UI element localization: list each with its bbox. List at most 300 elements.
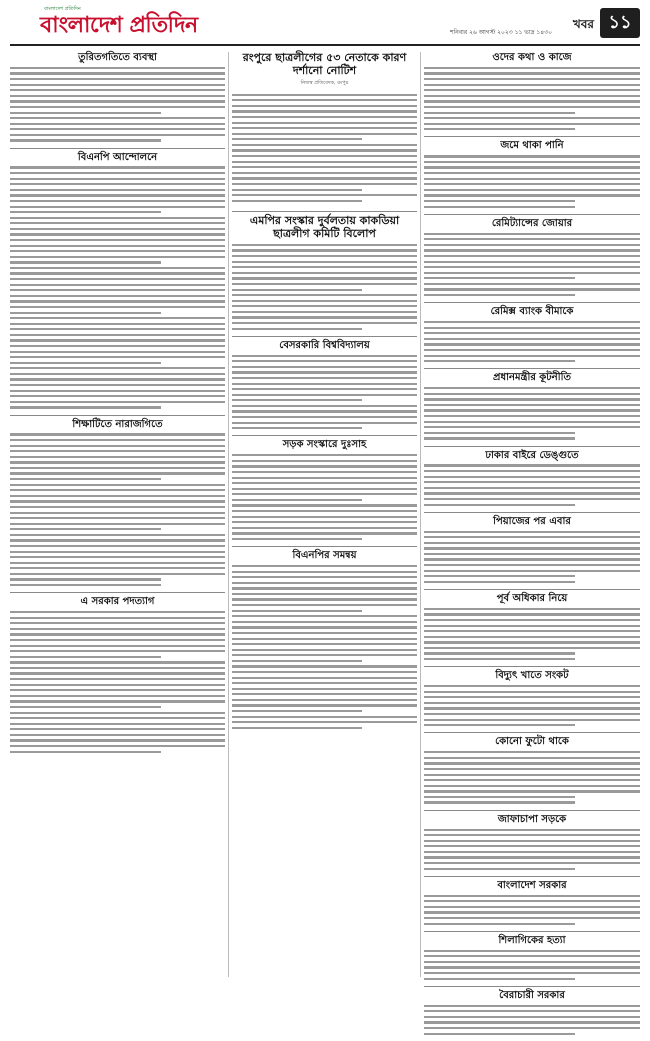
text-line — [232, 277, 417, 279]
text-line — [232, 94, 417, 96]
text-line — [10, 528, 161, 530]
text-line — [10, 728, 225, 730]
text-line — [10, 261, 161, 263]
text-line — [232, 693, 417, 695]
date-line: শনিবার ২৬ আগস্ট ২০২৩ ১১ ভাদ্র ১৪৩০ — [449, 29, 552, 36]
text-line — [10, 200, 225, 202]
article-body — [424, 531, 640, 583]
text-line — [424, 288, 640, 290]
text-line — [10, 551, 225, 553]
text-line — [424, 950, 640, 952]
text-line — [424, 100, 640, 102]
article-body — [424, 608, 640, 660]
text-line — [424, 613, 640, 615]
text-line — [232, 394, 417, 396]
text-line — [10, 267, 225, 269]
text-line — [10, 556, 225, 558]
text-line — [10, 489, 225, 491]
text-line — [424, 895, 640, 897]
text-line — [10, 233, 225, 235]
text-line — [10, 284, 225, 286]
text-line — [424, 244, 640, 246]
text-line — [10, 89, 225, 91]
article-body — [232, 355, 417, 430]
text-line — [232, 721, 417, 723]
text-line — [424, 647, 640, 649]
text-line — [232, 482, 417, 484]
text-line — [424, 277, 575, 279]
text-line — [424, 266, 640, 268]
text-line — [10, 661, 225, 663]
text-line — [10, 306, 225, 308]
text-line — [232, 626, 417, 628]
text-line — [10, 706, 161, 708]
headline: ওদের কথা ও কাজে — [492, 52, 572, 63]
text-line — [232, 488, 417, 490]
text-line — [424, 261, 640, 263]
text-line — [424, 713, 640, 715]
text-line — [10, 745, 225, 747]
text-line — [424, 575, 575, 577]
text-line — [424, 117, 640, 119]
text-line — [424, 194, 640, 196]
text-line — [10, 373, 225, 375]
text-line — [424, 78, 640, 80]
text-line — [232, 105, 417, 107]
text-line — [232, 638, 417, 640]
text-line — [10, 72, 225, 74]
text-line — [232, 155, 417, 157]
text-line — [424, 249, 640, 251]
text-line — [424, 790, 640, 792]
text-line — [424, 360, 575, 362]
text-line — [10, 584, 161, 586]
text-line — [10, 211, 161, 213]
text-line — [10, 345, 225, 347]
text-line — [10, 512, 225, 514]
article-body — [424, 950, 640, 980]
text-line — [232, 422, 417, 424]
article — [232, 52, 417, 205]
text-line — [10, 562, 225, 564]
text-line — [424, 917, 640, 919]
text-line — [232, 99, 417, 101]
text-line — [424, 1005, 640, 1007]
article-body — [424, 685, 640, 726]
text-line — [424, 128, 575, 130]
text-line — [10, 300, 225, 302]
text-line — [10, 323, 225, 325]
text-line — [10, 112, 161, 114]
text-line — [10, 656, 161, 658]
column-divider — [228, 52, 229, 977]
article-body — [10, 433, 225, 586]
text-line — [232, 510, 417, 512]
text-line — [424, 481, 640, 483]
text-line — [10, 178, 225, 180]
text-line — [232, 727, 362, 729]
text-line — [10, 672, 225, 674]
text-line — [232, 660, 362, 662]
text-line — [424, 421, 640, 423]
text-line — [424, 72, 640, 74]
article — [424, 931, 640, 980]
text-line — [10, 700, 225, 702]
text-line — [10, 478, 161, 480]
text-line — [10, 461, 225, 463]
text-line — [10, 84, 225, 86]
text-line — [424, 504, 575, 506]
headline: পিয়াজের পর এবার — [493, 515, 571, 527]
text-line — [10, 650, 225, 652]
text-line — [232, 322, 417, 324]
text-line — [424, 470, 640, 472]
text-line — [424, 1033, 575, 1035]
text-line — [424, 906, 640, 908]
article-body — [424, 387, 640, 439]
text-line — [232, 261, 417, 263]
section-name: খবর — [572, 17, 594, 31]
logo-tagline: বাংলাদেশ প্রতিদিন — [44, 6, 81, 12]
text-line — [10, 667, 225, 669]
text-line — [10, 106, 225, 108]
article-body — [10, 67, 225, 142]
text-line — [10, 723, 225, 725]
text-line — [424, 476, 640, 478]
text-line — [424, 978, 575, 980]
text-line — [232, 122, 417, 124]
text-line — [10, 734, 225, 736]
text-line — [232, 499, 362, 501]
text-line — [10, 611, 225, 613]
article — [424, 136, 640, 207]
text-line — [10, 506, 225, 508]
text-line — [10, 367, 225, 369]
text-line — [10, 206, 225, 208]
text-line — [424, 719, 640, 721]
text-line — [424, 123, 640, 125]
text-line — [424, 564, 640, 566]
text-line — [424, 84, 640, 86]
text-line — [232, 289, 362, 291]
article — [232, 211, 417, 330]
text-line — [232, 704, 417, 706]
article — [424, 302, 640, 362]
text-line — [10, 539, 225, 541]
text-line — [232, 649, 417, 651]
article — [10, 52, 225, 142]
text-line — [232, 710, 362, 712]
text-line — [10, 217, 225, 219]
article-body — [424, 464, 640, 505]
text-line — [424, 608, 640, 610]
article — [424, 810, 640, 870]
article-body — [232, 454, 417, 540]
text-line — [232, 360, 417, 362]
article-body — [424, 155, 640, 207]
text-line — [424, 238, 640, 240]
text-line — [232, 283, 417, 285]
text-line — [10, 289, 225, 291]
text-line — [232, 427, 362, 429]
text-line — [232, 565, 417, 567]
text-line — [424, 547, 640, 549]
text-line — [232, 127, 417, 129]
headline: রেমিক্স ব্যাংক বীমাকে — [490, 306, 574, 318]
text-line — [424, 155, 640, 157]
headline: পূর্ব অধিকার নিয়ে — [496, 592, 568, 604]
text-line — [424, 183, 640, 185]
article — [424, 732, 640, 803]
text-line — [10, 166, 225, 168]
text-line — [424, 972, 640, 974]
text-line — [10, 390, 225, 392]
text-line — [424, 415, 640, 417]
headline: প্রধানমন্ত্রীর কূটনীতি — [493, 372, 571, 384]
text-line — [10, 256, 225, 258]
text-line — [10, 712, 225, 714]
text-line — [10, 378, 225, 380]
text-line — [424, 166, 640, 168]
text-line — [10, 401, 225, 403]
text-line — [232, 571, 417, 573]
text-line — [10, 717, 225, 719]
headline: ঢাকার বাইরে ডেঙ্গুতে — [485, 449, 579, 461]
text-line — [232, 527, 417, 529]
text-line — [10, 517, 225, 519]
text-line — [424, 641, 640, 643]
text-line — [10, 245, 225, 247]
text-line — [424, 437, 575, 439]
text-line — [10, 484, 225, 486]
text-line — [424, 349, 640, 351]
headline: বৈরাচারী সরকার — [499, 989, 565, 1001]
column-1 — [10, 52, 225, 759]
headline: বিএনপি আন্দোলনে — [77, 151, 158, 163]
text-line — [10, 534, 225, 536]
text-line — [10, 139, 161, 141]
masthead — [10, 8, 640, 44]
text-line — [424, 464, 640, 466]
text-line — [232, 593, 417, 595]
text-line — [232, 516, 417, 518]
text-line — [232, 255, 417, 257]
text-line — [10, 689, 225, 691]
text-line — [10, 695, 225, 697]
text-line — [10, 523, 225, 525]
text-line — [424, 161, 640, 163]
text-line — [424, 862, 640, 864]
text-line — [10, 362, 161, 364]
text-line — [232, 399, 362, 401]
text-line — [10, 194, 225, 196]
text-line — [232, 682, 417, 684]
headline: রংপুরে ছাত্রলীগের ৫৩ নেতাকে কারণ দর্শানো নোটিশ — [242, 51, 407, 77]
article — [10, 148, 225, 409]
article — [424, 876, 640, 925]
text-line — [424, 707, 640, 709]
article-body — [10, 611, 225, 753]
headline: বেসরকারি বিশ্ববিদ্যালয় — [279, 339, 370, 351]
text-line — [424, 581, 575, 583]
text-line — [424, 829, 640, 831]
text-line — [232, 166, 417, 168]
text-line — [424, 426, 640, 428]
text-line — [424, 542, 640, 544]
text-line — [424, 498, 640, 500]
article — [10, 592, 225, 753]
text-line — [10, 239, 225, 241]
article-body — [424, 321, 640, 362]
text-line — [10, 328, 225, 330]
newspaper-logo: বাংলাদেশ প্রতিদিন — [40, 12, 198, 38]
text-line — [424, 856, 640, 858]
text-line — [10, 78, 225, 80]
text-line — [424, 685, 640, 687]
text-line — [424, 691, 640, 693]
headline: বাংলাদেশ সরকার — [497, 879, 567, 891]
text-line — [232, 699, 417, 701]
text-line — [424, 619, 640, 621]
text-line — [424, 553, 640, 555]
text-line — [424, 774, 640, 776]
text-line — [424, 751, 640, 753]
text-line — [232, 643, 417, 645]
text-line — [232, 272, 417, 274]
text-line — [424, 355, 640, 357]
text-line — [232, 416, 417, 418]
text-line — [424, 966, 640, 968]
text-line — [10, 567, 225, 569]
text-line — [424, 206, 575, 208]
text-line — [424, 189, 640, 191]
article — [424, 666, 640, 726]
text-line — [424, 536, 640, 538]
headline: রেমিট্যান্সের জোয়ার — [491, 217, 573, 229]
text-line — [10, 751, 161, 753]
masthead-rule — [10, 44, 640, 46]
text-line — [10, 467, 225, 469]
text-line — [10, 123, 225, 125]
text-line — [10, 406, 161, 408]
text-line — [232, 521, 417, 523]
text-line — [10, 100, 225, 102]
text-line — [424, 112, 575, 114]
text-line — [424, 900, 640, 902]
text-line — [232, 133, 417, 135]
text-line — [424, 272, 640, 274]
text-line — [424, 724, 575, 726]
text-line — [232, 460, 417, 462]
text-line — [232, 138, 362, 140]
text-line — [424, 801, 575, 803]
text-line — [10, 445, 225, 447]
headline: সড়ক সংস্কারে দুঃসাহ — [282, 439, 367, 451]
text-line — [232, 493, 417, 495]
text-line — [10, 578, 161, 580]
text-line — [424, 757, 640, 759]
text-line — [232, 454, 417, 456]
text-line — [424, 106, 640, 108]
article — [424, 512, 640, 583]
text-line — [10, 456, 225, 458]
text-line — [10, 495, 225, 497]
text-line — [232, 632, 417, 634]
text-line — [10, 450, 225, 452]
text-line — [424, 845, 640, 847]
text-line — [10, 351, 225, 353]
text-line — [424, 404, 640, 406]
text-line — [232, 177, 417, 179]
text-line — [424, 294, 575, 296]
headline: বিদ্যুৎ খাতে সংকট — [495, 670, 569, 682]
text-line — [424, 283, 640, 285]
page-number: ১১ — [600, 8, 640, 38]
text-line — [10, 439, 225, 441]
text-line — [232, 665, 417, 667]
article-body — [232, 565, 417, 729]
text-line — [424, 762, 640, 764]
text-line — [10, 339, 225, 341]
article — [232, 336, 417, 430]
text-line — [232, 405, 417, 407]
text-line — [424, 652, 575, 654]
text-line — [424, 492, 640, 494]
text-line — [232, 388, 417, 390]
article — [424, 986, 640, 1035]
text-line — [232, 294, 417, 296]
text-line — [424, 961, 640, 963]
text-line — [424, 558, 640, 560]
headline: কোনো ফুটো থাকে — [495, 736, 569, 748]
text-line — [424, 625, 640, 627]
text-line — [424, 911, 640, 913]
text-line — [232, 504, 417, 506]
text-line — [232, 465, 417, 467]
text-line — [10, 684, 225, 686]
text-line — [10, 95, 225, 97]
text-line — [232, 410, 417, 412]
text-line — [232, 604, 417, 606]
text-line — [10, 128, 225, 130]
text-line — [424, 923, 575, 925]
text-line — [424, 779, 640, 781]
text-line — [232, 654, 417, 656]
text-line — [232, 328, 362, 330]
text-line — [232, 110, 417, 112]
text-line — [424, 95, 640, 97]
text-line — [10, 395, 225, 397]
text-line — [424, 955, 640, 957]
text-line — [10, 617, 225, 619]
article — [424, 52, 640, 130]
text-line — [424, 636, 640, 638]
text-line — [232, 377, 417, 379]
text-line — [232, 116, 417, 118]
text-line — [424, 432, 575, 434]
text-line — [10, 500, 225, 502]
text-line — [232, 477, 417, 479]
text-line — [424, 393, 640, 395]
article-body — [424, 1005, 640, 1035]
text-line — [232, 610, 362, 612]
article-body — [232, 244, 417, 330]
text-line — [232, 305, 417, 307]
text-line — [424, 343, 640, 345]
text-line — [10, 295, 225, 297]
headline: জাফাচাপা সড়কে — [497, 813, 567, 825]
text-line — [424, 630, 640, 632]
